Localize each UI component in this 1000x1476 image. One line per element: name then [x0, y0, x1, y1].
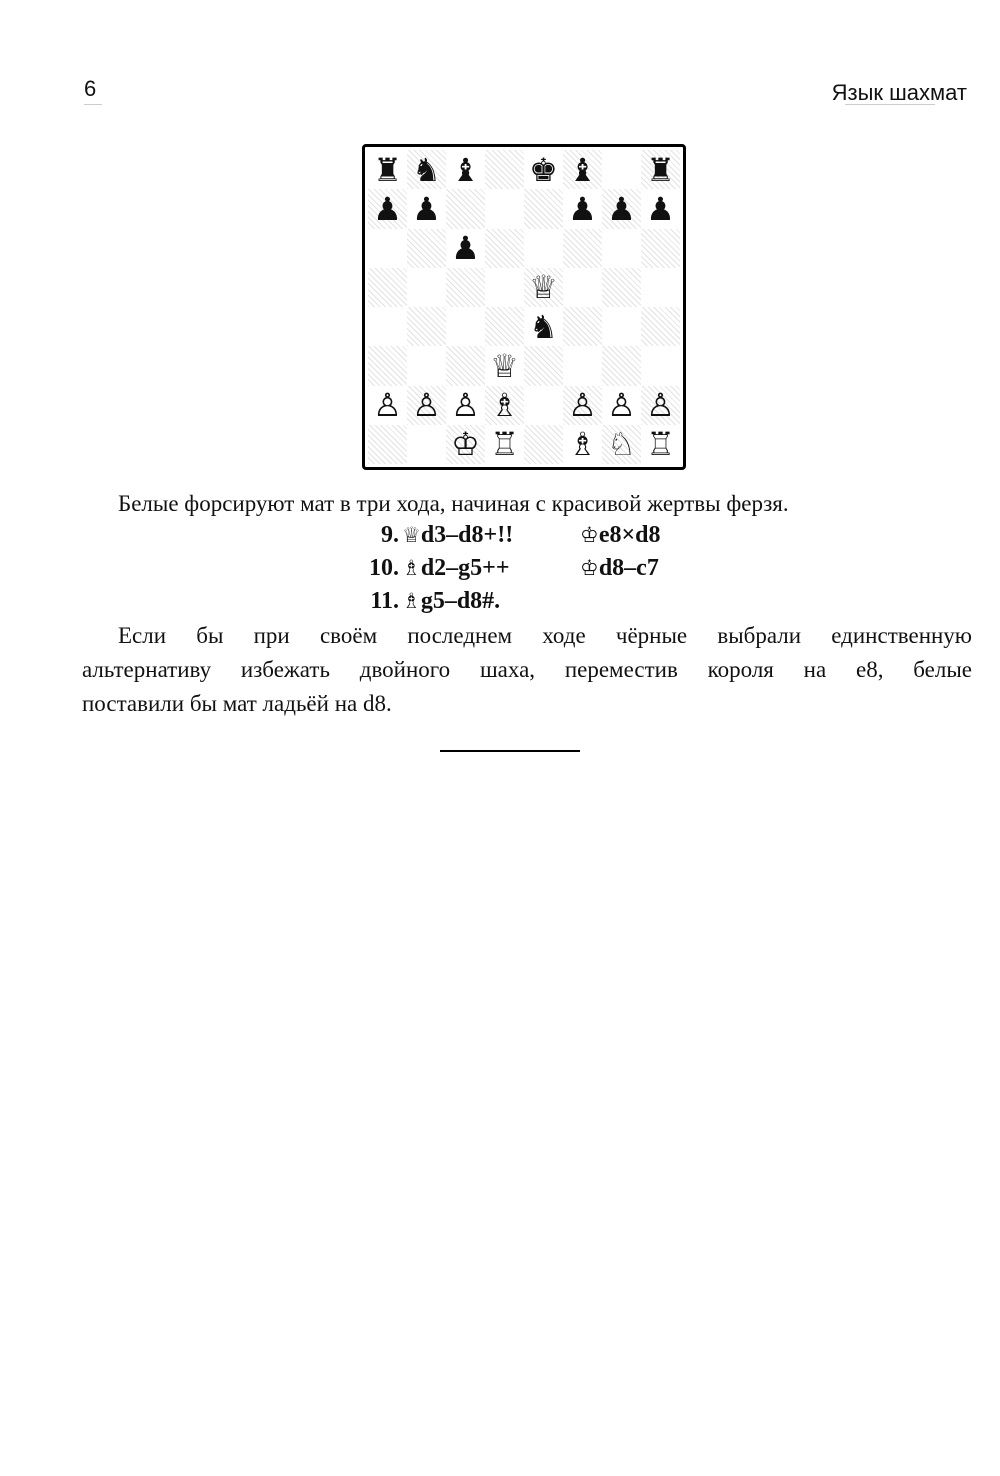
bishop-icon: ♗ [402, 589, 421, 613]
chess-board [368, 150, 680, 464]
white-pawn-icon: ♙ [373, 386, 402, 425]
square-f1 [563, 425, 602, 464]
square-g1 [602, 425, 641, 464]
move-number: 9. [381, 522, 399, 548]
square-f4 [563, 307, 602, 346]
header-rule-left [84, 104, 102, 105]
square-b2 [407, 386, 446, 425]
square-g8 [602, 150, 641, 189]
square-b6 [407, 229, 446, 268]
white-pawn-icon: ♙ [451, 386, 480, 425]
white-move [402, 519, 513, 552]
white-knight-icon: ♘ [607, 425, 636, 464]
square-a8 [368, 150, 407, 189]
white-rook-icon: ♖ [646, 425, 675, 464]
square-h5 [641, 268, 680, 307]
square-d5 [485, 268, 524, 307]
king-icon: ♔ [580, 556, 599, 580]
square-g6 [602, 229, 641, 268]
black-move-text: d8–c7 [598, 555, 659, 581]
black-pawn-icon: ♟ [568, 189, 597, 228]
square-f6 [563, 229, 602, 268]
square-e4 [524, 307, 563, 346]
square-e7 [524, 189, 563, 228]
black-pawn-icon: ♟ [373, 189, 402, 228]
black-move [580, 552, 659, 585]
black-pawn-icon: ♟ [412, 189, 441, 228]
black-pawn-icon: ♟ [607, 189, 636, 228]
square-a5 [368, 268, 407, 307]
square-e2 [524, 386, 563, 425]
square-g4 [602, 307, 641, 346]
bishop-icon: ♗ [402, 556, 421, 580]
black-pawn-icon: ♟ [646, 189, 675, 228]
square-h8 [641, 150, 680, 189]
square-b4 [407, 307, 446, 346]
black-rook-icon: ♜ [373, 150, 402, 189]
white-move-text: d3–d8+!! [420, 522, 514, 548]
black-move [580, 519, 661, 552]
square-g5 [602, 268, 641, 307]
square-a1 [368, 425, 407, 464]
black-rook-icon: ♜ [646, 150, 675, 189]
white-pawn-icon: ♙ [607, 386, 636, 425]
square-e3 [524, 346, 563, 385]
square-a2 [368, 386, 407, 425]
black-bishop-icon: ♝ [451, 150, 480, 189]
square-g3 [602, 346, 641, 385]
square-f2 [563, 386, 602, 425]
black-knight-icon: ♞ [412, 150, 441, 189]
square-d8 [485, 150, 524, 189]
white-pawn-icon: ♙ [646, 386, 675, 425]
square-d3 [485, 346, 524, 385]
square-f3 [563, 346, 602, 385]
square-a7 [368, 189, 407, 228]
square-b8 [407, 150, 446, 189]
square-h1 [641, 425, 680, 464]
white-pawn-icon: ♙ [568, 386, 597, 425]
square-h4 [641, 307, 680, 346]
king-icon: ♔ [580, 523, 599, 547]
intro-text: Белые форсируют мат в три хода, начиная с красивой жертвы ферзя. [118, 491, 789, 516]
black-knight-icon: ♞ [529, 307, 558, 346]
square-c2 [446, 386, 485, 425]
square-c6 [446, 229, 485, 268]
square-e8 [524, 150, 563, 189]
square-d4 [485, 307, 524, 346]
square-e5 [524, 268, 563, 307]
square-e1 [524, 425, 563, 464]
square-c1 [446, 425, 485, 464]
running-title: Язык шахмат [831, 80, 967, 105]
white-queen-icon: ♕ [490, 346, 519, 385]
black-move-text: e8×d8 [598, 522, 661, 548]
move-row [0, 552, 1000, 585]
black-pawn-icon: ♟ [451, 229, 480, 268]
square-a4 [368, 307, 407, 346]
square-a3 [368, 346, 407, 385]
square-d7 [485, 189, 524, 228]
white-king-icon: ♔ [451, 425, 480, 464]
white-pawn-icon: ♙ [412, 386, 441, 425]
square-g2 [602, 386, 641, 425]
square-d6 [485, 229, 524, 268]
square-h6 [641, 229, 680, 268]
square-f8 [563, 150, 602, 189]
move-row [0, 519, 1000, 552]
move-number: 11. [370, 588, 399, 614]
white-move-text: g5–d8#. [420, 588, 501, 614]
square-b7 [407, 189, 446, 228]
white-queen-icon: ♕ [529, 268, 558, 307]
square-e6 [524, 229, 563, 268]
square-c3 [446, 346, 485, 385]
square-h3 [641, 346, 680, 385]
square-h7 [641, 189, 680, 228]
move-list [0, 519, 1000, 618]
white-bishop-icon: ♗ [490, 386, 519, 425]
square-c8 [446, 150, 485, 189]
queen-icon: ♕ [402, 523, 421, 547]
square-f5 [563, 268, 602, 307]
square-d2 [485, 386, 524, 425]
paragraph-line: Если бы при своём последнем ходе чёрные выбрали единственную [118, 623, 972, 648]
section-end-rule [440, 750, 580, 752]
white-bishop-icon: ♗ [568, 425, 597, 464]
move-row [0, 585, 1000, 618]
white-move-text: d2–g5++ [420, 555, 510, 581]
move-number: 10. [369, 555, 399, 581]
square-c4 [446, 307, 485, 346]
paragraph-line: альтернативу избежать двойного шаха, переместив короля на e8, белые [82, 657, 972, 682]
paragraph-line: поставили бы мат ладьёй на d8. [82, 691, 392, 716]
white-move [402, 585, 500, 618]
black-king-icon: ♚ [529, 150, 558, 189]
square-b3 [407, 346, 446, 385]
square-f7 [563, 189, 602, 228]
black-bishop-icon: ♝ [568, 150, 597, 189]
square-b1 [407, 425, 446, 464]
square-d1 [485, 425, 524, 464]
white-move [402, 552, 510, 585]
square-h2 [641, 386, 680, 425]
square-c5 [446, 268, 485, 307]
square-g7 [602, 189, 641, 228]
chess-diagram [362, 144, 686, 470]
explanation-paragraph [82, 619, 972, 721]
white-rook-icon: ♖ [490, 425, 519, 464]
page-number: 6 [84, 76, 97, 101]
square-c7 [446, 189, 485, 228]
square-b5 [407, 268, 446, 307]
square-a6 [368, 229, 407, 268]
